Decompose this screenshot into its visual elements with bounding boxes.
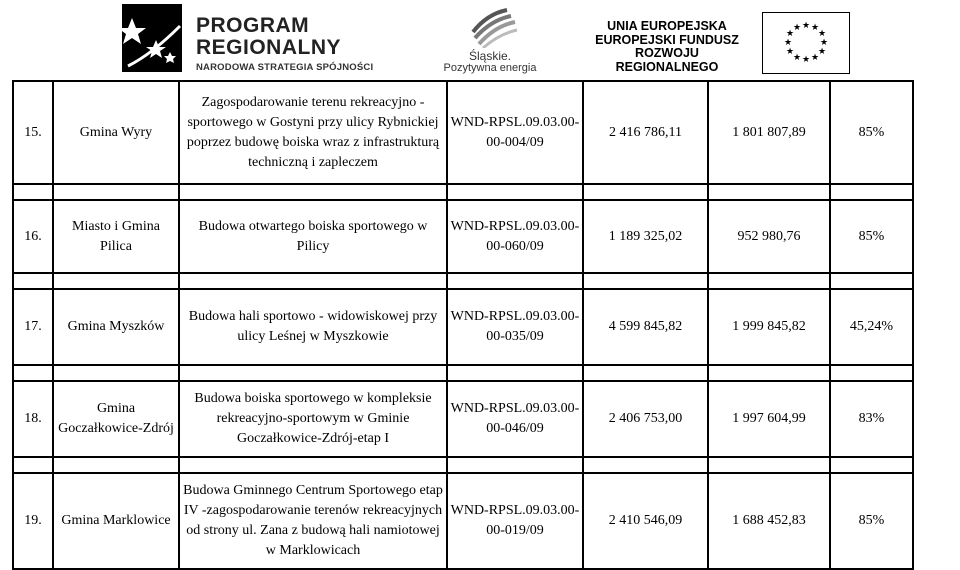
row-separator [13, 365, 913, 381]
beneficiary-cell: Gmina Wyry [53, 81, 179, 184]
program-line3: NARODOWA STRATEGIA SPÓJNOŚCI [196, 62, 374, 73]
svg-text:★: ★ [785, 29, 795, 39]
project-title-cell: Budowa otwartego boiska sportowego w Pilicy [179, 200, 447, 273]
eu-fund-label [582, 20, 752, 74]
program-regionalny-emblem [122, 4, 182, 72]
svg-text:★: ★ [817, 47, 827, 57]
logo-header [0, 0, 960, 78]
svg-text:★: ★ [810, 53, 820, 63]
grant-value-cell: 1 688 452,83 [708, 473, 830, 569]
program-line1: PROGRAM [196, 14, 310, 37]
slaskie-text: Śląskie. [468, 49, 512, 63]
program-line2: REGIONALNY [196, 36, 342, 59]
row-separator [13, 273, 913, 289]
svg-text:★: ★ [792, 23, 802, 33]
project-title-cell: Budowa hali sportowo - widowiskowej przy ulicy Leśnej w Myszkowie [179, 289, 447, 365]
program-regionalny-logo [196, 15, 373, 73]
svg-text:★: ★ [810, 23, 820, 33]
svg-text:★: ★ [783, 38, 793, 48]
ue-line2: EUROPEJSKI FUNDUSZ [595, 32, 739, 47]
total-value-cell: 2 406 753,00 [583, 381, 708, 457]
grant-value-cell: 1 997 604,99 [708, 381, 830, 457]
beneficiary-cell: Gmina Myszków [53, 289, 179, 365]
table-row [13, 289, 913, 365]
project-title-cell: Budowa boiska sportowego w kompleksie rekreacyjno-sportowym w Gminie Goczałkowice-Zdrój-etap I [179, 381, 447, 457]
row-number: 18. [13, 381, 53, 457]
grant-value-cell: 952 980,76 [708, 200, 830, 273]
total-value-cell: 1 189 325,02 [583, 200, 708, 273]
svg-text:★: ★ [801, 21, 811, 31]
beneficiary-cell: Miasto i Gmina Pilica [53, 200, 179, 273]
percentage-cell: 85% [830, 200, 913, 273]
table-row [13, 200, 913, 273]
table-row [13, 381, 913, 457]
percentage-cell: 85% [830, 81, 913, 184]
application-code-cell: WND-RPSL.09.03.00-00-019/09 [447, 473, 583, 569]
percentage-cell: 83% [830, 381, 913, 457]
svg-text:★: ★ [785, 47, 795, 57]
project-title-cell: Budowa Gminnego Centrum Sportowego etap IV -zagospodarowanie terenów rekreacyjnych od strony ul. Zana z budową hali namiotowej w Marklowicach [179, 473, 447, 569]
project-title-cell: Zagospodarowanie terenu rekreacyjno - sportowego w Gostyni przy ulicy Rybnickiej poprzez budowę boiska wraz z infrastrukturą techniczną i zapleczem [179, 81, 447, 184]
row-number: 19. [13, 473, 53, 569]
projects-table [12, 80, 914, 570]
svg-text:★: ★ [792, 53, 802, 63]
beneficiary-cell: Gmina Marklowice [53, 473, 179, 569]
svg-text:★: ★ [819, 38, 829, 48]
slaskie-logo [425, 4, 555, 72]
row-separator [13, 457, 913, 473]
table-row [13, 81, 913, 184]
total-value-cell: 2 410 546,09 [583, 473, 708, 569]
svg-text:★: ★ [817, 29, 827, 39]
row-separator [13, 184, 913, 200]
row-number: 16. [13, 200, 53, 273]
grant-value-cell: 1 999 845,82 [708, 289, 830, 365]
total-value-cell: 4 599 845,82 [583, 289, 708, 365]
percentage-cell: 85% [830, 473, 913, 569]
application-code-cell: WND-RPSL.09.03.00-00-035/09 [447, 289, 583, 365]
ue-line3: ROZWOJU REGIONALNEGO [615, 46, 719, 74]
grant-value-cell: 1 801 807,89 [708, 81, 830, 184]
application-code-cell: WND-RPSL.09.03.00-00-004/09 [447, 81, 583, 184]
row-number: 17. [13, 289, 53, 365]
percentage-cell: 45,24% [830, 289, 913, 365]
eu-flag-icon [762, 12, 850, 74]
ue-line1: UNIA EUROPEJSKA [607, 19, 727, 33]
application-code-cell: WND-RPSL.09.03.00-00-046/09 [447, 381, 583, 457]
svg-text:★: ★ [801, 55, 811, 65]
table-row [13, 473, 913, 569]
slaskie-wave-icon [425, 4, 555, 48]
slaskie-slogan: Pozytywna energia [443, 62, 537, 74]
total-value-cell: 2 416 786,11 [583, 81, 708, 184]
row-number: 15. [13, 81, 53, 184]
application-code-cell: WND-RPSL.09.03.00-00-060/09 [447, 200, 583, 273]
beneficiary-cell: Gmina Goczałkowice-Zdrój [53, 381, 179, 457]
